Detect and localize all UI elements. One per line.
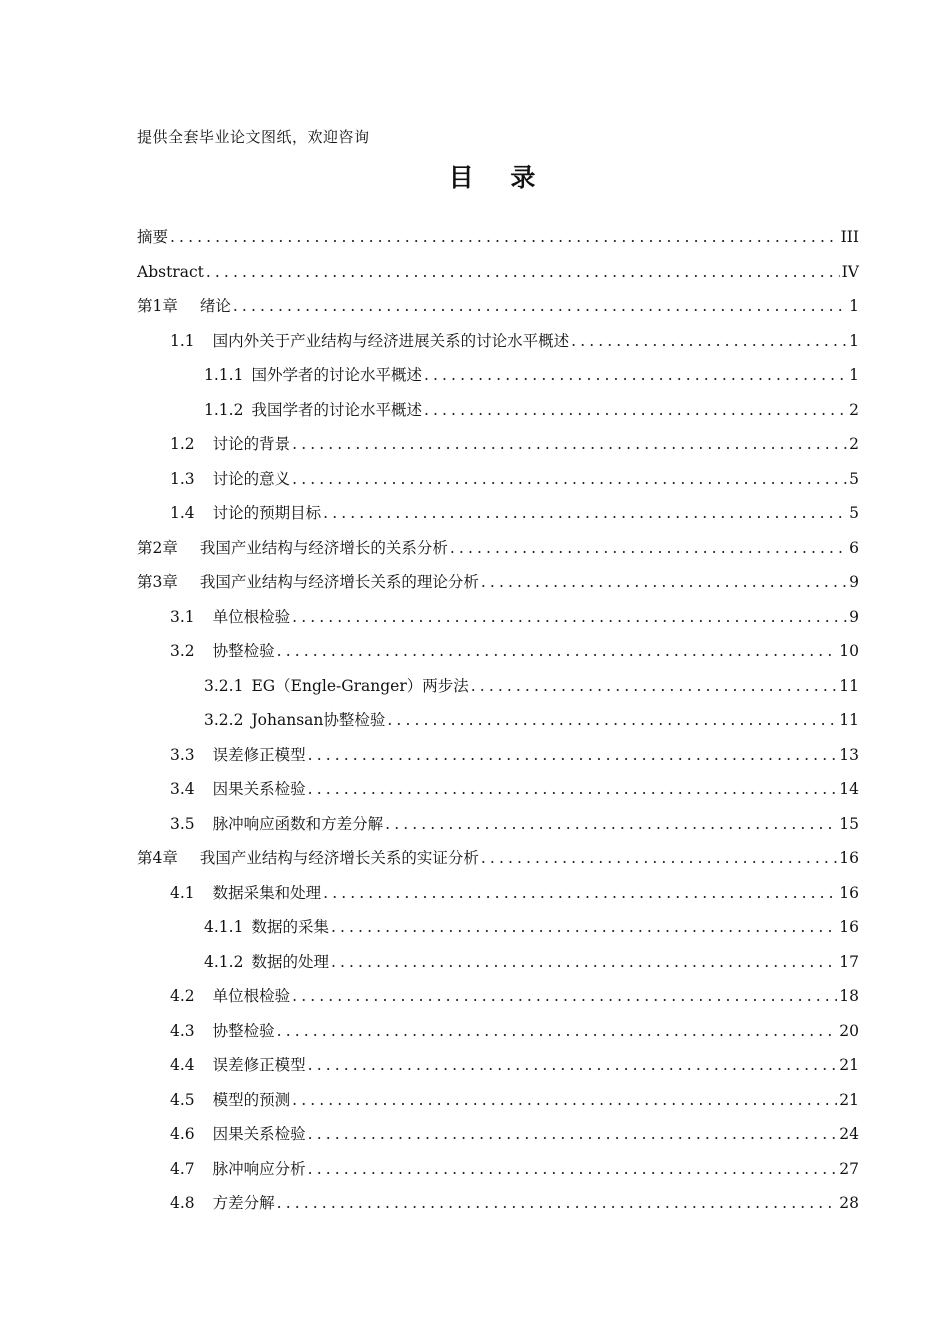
toc-entry-title: 我国产业结构与经济增长的关系分析 [199, 538, 448, 557]
dot-leader [233, 289, 847, 324]
dot-leader [387, 703, 837, 738]
toc-entry[interactable] [137, 979, 859, 1014]
toc-entry-title: 我国产业结构与经济增长关系的实证分析 [199, 849, 479, 867]
toc-entry[interactable] [137, 669, 859, 704]
dot-leader [277, 1186, 838, 1221]
toc-entry[interactable] [137, 1014, 859, 1049]
toc-entry[interactable] [137, 738, 859, 773]
toc-entry-page: 17 [839, 952, 859, 971]
toc-entry-number: 1.2 [170, 435, 195, 453]
toc-entry-number: 3.2.2 [204, 711, 244, 729]
toc-entry-page: 21 [839, 1090, 859, 1109]
toc-entry-title: Johansan协整检验 [251, 711, 386, 729]
dot-leader [481, 565, 847, 600]
dot-leader [308, 738, 838, 773]
toc-entry-title: 讨论的预期目标 [212, 504, 322, 522]
toc-entry[interactable] [137, 841, 859, 876]
toc-entry-title: 我国学者的讨论水平概述 [251, 400, 422, 419]
toc-entry-title: Abstract [137, 262, 204, 281]
toc-entry[interactable] [137, 876, 859, 911]
toc-entry-title: 数据的处理 [251, 952, 329, 971]
dot-leader [471, 669, 838, 704]
toc-entry[interactable] [137, 634, 859, 669]
toc-entry-number: 1.3 [170, 469, 195, 488]
toc-entry-number: 4.8 [170, 1194, 195, 1212]
dot-leader [571, 324, 847, 359]
toc-entry-page: 24 [839, 1125, 859, 1143]
toc-entry[interactable] [137, 220, 859, 255]
toc-entry-title: 单位根检验 [212, 987, 291, 1005]
toc-entry-page: 11 [839, 676, 859, 695]
dot-leader [308, 1048, 838, 1083]
toc-entry[interactable] [137, 289, 859, 324]
toc-entry-title: 绪论 [199, 297, 231, 315]
toc-entry-number: 4.2 [170, 987, 195, 1005]
toc-entry-title: 因果关系检验 [212, 780, 306, 798]
dot-leader [308, 772, 838, 807]
header-note: 提供全套毕业论文图纸，欢迎咨询 [137, 128, 370, 146]
toc-entry-title: 因果关系检验 [212, 1125, 306, 1143]
toc-entry-title: 误差修正模型 [212, 1056, 306, 1074]
toc-entry-title: 协整检验 [212, 642, 275, 660]
toc-entry-number: 第4章 [137, 849, 178, 867]
dot-leader [170, 220, 839, 255]
toc-entry[interactable] [137, 324, 859, 359]
toc-entry-page: 5 [849, 469, 859, 488]
toc-entry-title: 讨论的意义 [212, 469, 291, 488]
toc-entry-number: 3.1 [170, 607, 195, 626]
toc-entry-number: 3.5 [170, 814, 195, 833]
dot-leader [292, 979, 837, 1014]
toc-entry-title: 我国产业结构与经济增长关系的理论分析 [199, 573, 479, 591]
toc-entry-number: 1.4 [170, 504, 195, 522]
dot-leader [308, 1117, 838, 1152]
toc-entry-title: 模型的预测 [212, 1090, 291, 1109]
toc-list [137, 220, 859, 1221]
toc-entry-page: 16 [839, 883, 859, 902]
toc-entry-title: 误差修正模型 [212, 745, 306, 764]
toc-entry-number: 第2章 [137, 538, 178, 557]
toc-entry-title: 方差分解 [212, 1194, 275, 1212]
dot-leader [292, 427, 847, 462]
dot-leader [331, 945, 837, 980]
toc-entry[interactable] [137, 496, 859, 531]
toc-entry-title: 摘要 [137, 228, 169, 246]
toc-entry[interactable] [137, 772, 859, 807]
toc-entry-page: 5 [849, 504, 859, 522]
toc-entry-page: 11 [839, 711, 859, 729]
toc-entry-page: 15 [839, 814, 859, 833]
toc-entry-page: 6 [849, 538, 859, 557]
toc-entry-page: 13 [839, 745, 859, 764]
toc-entry[interactable] [137, 1048, 859, 1083]
toc-entry-number: 4.5 [170, 1090, 195, 1109]
toc-entry-page: 16 [839, 849, 859, 867]
toc-entry[interactable] [137, 703, 859, 738]
dot-leader [450, 531, 847, 566]
toc-entry-number: 第1章 [137, 297, 178, 315]
toc-entry[interactable] [137, 600, 859, 635]
toc-entry[interactable] [137, 910, 859, 945]
toc-entry[interactable] [137, 1152, 859, 1187]
toc-entry-page: IV [841, 262, 859, 281]
toc-entry-page: 21 [839, 1056, 859, 1074]
dot-leader [277, 634, 838, 669]
toc-entry[interactable] [137, 393, 859, 428]
toc-entry-number: 4.6 [170, 1125, 195, 1143]
toc-entry-number: 4.3 [170, 1021, 195, 1040]
dot-leader [323, 496, 847, 531]
toc-entry-title: 单位根检验 [212, 607, 291, 626]
toc-entry-page: 9 [849, 573, 859, 591]
toc-entry-number: 1.1.2 [204, 400, 244, 419]
toc-entry-number: 第3章 [137, 573, 178, 591]
dot-leader [385, 807, 837, 842]
dot-leader [277, 1014, 838, 1049]
toc-entry[interactable] [137, 531, 859, 566]
toc-entry-number: 4.4 [170, 1056, 195, 1074]
toc-entry-title: 国外学者的讨论水平概述 [251, 366, 422, 384]
toc-entry-page: 2 [849, 400, 859, 419]
toc-title: 目 录 [448, 163, 550, 192]
toc-entry-page: 20 [839, 1021, 859, 1040]
toc-entry-number: 3.3 [170, 745, 195, 764]
toc-entry-title: 协整检验 [212, 1021, 275, 1040]
toc-entry[interactable] [137, 427, 859, 462]
toc-entry-page: 28 [839, 1194, 859, 1212]
toc-entry-title: EG（Engle-Granger）两步法 [251, 676, 469, 695]
toc-entry-page: 14 [839, 780, 859, 798]
toc-entry-number: 3.2.1 [204, 676, 244, 695]
toc-entry-page: 18 [839, 987, 859, 1005]
dot-leader [292, 600, 847, 635]
toc-entry[interactable] [137, 1083, 859, 1118]
toc-entry-number: 3.2 [170, 642, 195, 660]
toc-entry-page: 27 [839, 1159, 859, 1178]
toc-entry[interactable] [137, 945, 859, 980]
dot-leader [292, 462, 847, 497]
toc-entry-number: 4.1.2 [204, 952, 244, 971]
toc-entry-page: III [840, 228, 859, 246]
toc-entry[interactable] [137, 1117, 859, 1152]
toc-entry-title: 数据的采集 [251, 918, 329, 936]
toc-entry[interactable] [137, 255, 859, 290]
toc-entry[interactable] [137, 358, 859, 393]
dot-leader [331, 910, 837, 945]
dot-leader [323, 876, 837, 911]
dot-leader [481, 841, 837, 876]
toc-entry-page: 1 [849, 366, 859, 384]
dot-leader [424, 358, 847, 393]
toc-entry-title: 脉冲响应函数和方差分解 [212, 814, 384, 833]
toc-entry-number: 3.4 [170, 780, 195, 798]
toc-entry[interactable] [137, 807, 859, 842]
toc-entry[interactable] [137, 1186, 859, 1221]
toc-entry-title: 讨论的背景 [212, 435, 291, 453]
toc-entry-title: 数据采集和处理 [212, 883, 322, 902]
toc-entry-number: 1.1 [170, 331, 195, 350]
dot-leader [206, 255, 840, 290]
dot-leader [292, 1083, 837, 1118]
dot-leader [308, 1152, 838, 1187]
toc-entry-number: 4.7 [170, 1159, 195, 1178]
toc-entry[interactable] [137, 565, 859, 600]
dot-leader [424, 393, 847, 428]
toc-entry-number: 1.1.1 [204, 366, 244, 384]
toc-entry-page: 16 [839, 918, 859, 936]
toc-entry[interactable] [137, 462, 859, 497]
toc-entry-title: 国内外关于产业结构与经济进展关系的讨论水平概述 [212, 331, 570, 350]
toc-entry-number: 4.1.1 [204, 918, 244, 936]
toc-entry-page: 9 [849, 607, 859, 626]
toc-entry-page: 1 [849, 331, 859, 350]
toc-entry-page: 10 [839, 642, 859, 660]
toc-entry-page: 2 [849, 435, 859, 453]
toc-entry-title: 脉冲响应分析 [212, 1159, 306, 1178]
toc-entry-page: 1 [849, 297, 859, 315]
toc-entry-number: 4.1 [170, 883, 195, 902]
